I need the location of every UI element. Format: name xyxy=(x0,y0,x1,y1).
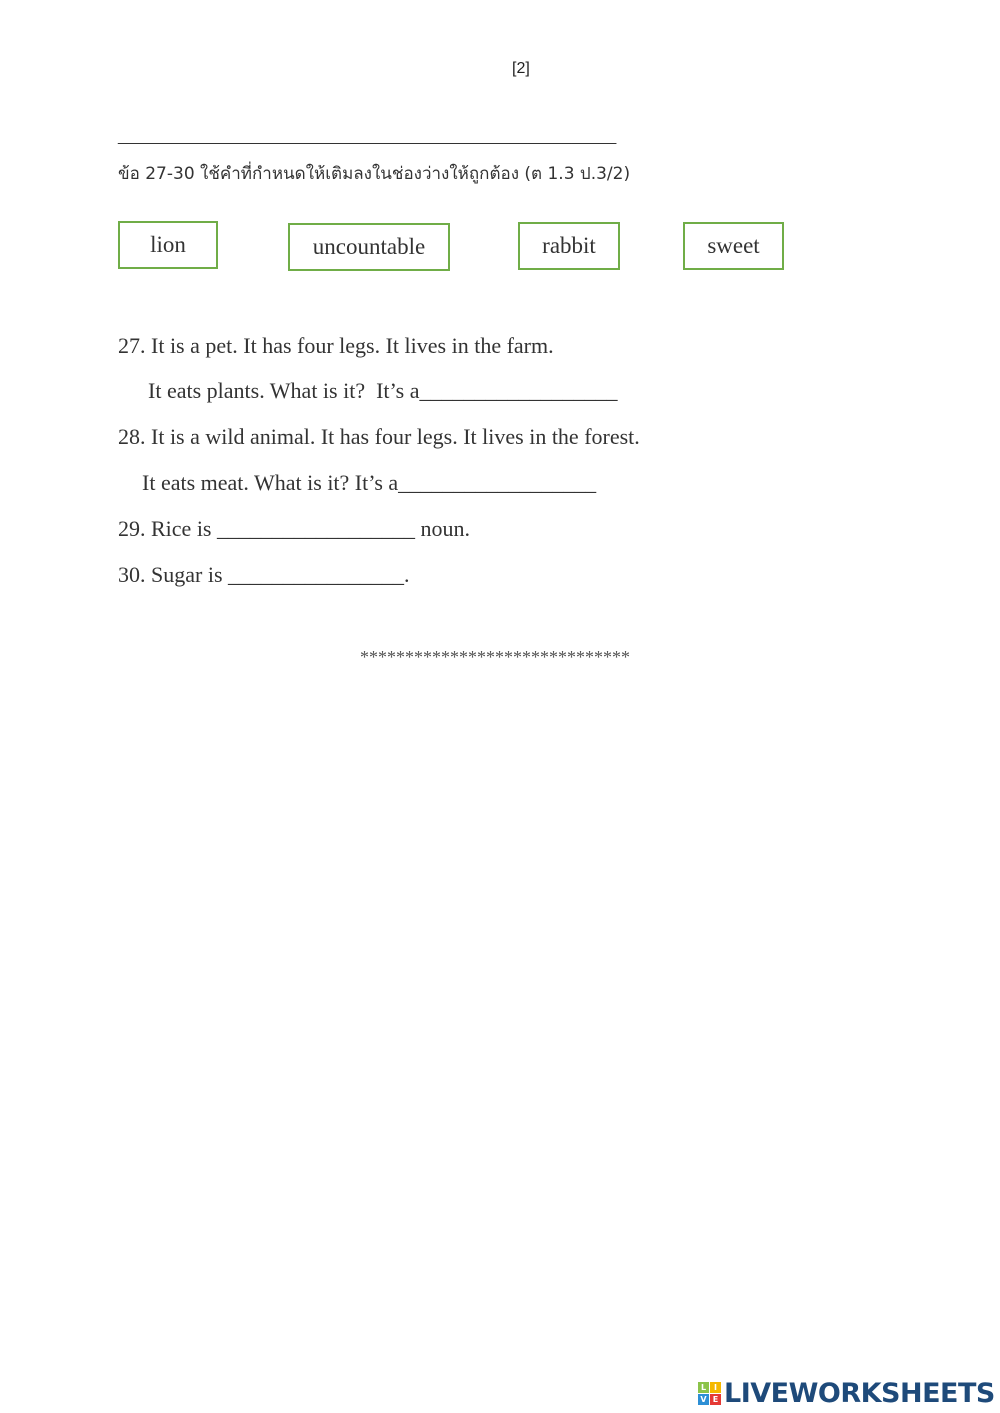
end-marker: ****************************** xyxy=(360,647,630,667)
liveworksheets-logo xyxy=(698,1378,995,1409)
word-box-uncountable[interactable] xyxy=(288,223,450,271)
question-28-line1: 28. It is a wild animal. It has four legs. It lives in the forest. xyxy=(118,424,640,449)
question-30[interactable]: 30. Sugar is ________________. xyxy=(118,562,410,587)
word-box-rabbit[interactable] xyxy=(518,222,620,270)
word-label: lion xyxy=(150,232,186,257)
word-box-lion[interactable] xyxy=(118,221,218,269)
word-label: uncountable xyxy=(312,234,426,259)
logo-letter: V xyxy=(698,1394,709,1405)
question-29[interactable]: 29. Rice is __________________ noun. xyxy=(118,516,470,541)
logo-letter: I xyxy=(710,1382,721,1393)
separator-line: ________________________________________________________ xyxy=(118,128,617,145)
logo-letter: L xyxy=(698,1382,709,1393)
instruction: ข้อ 27-30 ใช้คำที่กำหนดให้เติมลงในช่องว่างให้ถูกต้อง (ต 1.3 ป.3/2) xyxy=(118,164,631,184)
logo-letter: E xyxy=(710,1394,721,1405)
logo-text: LIVEWORKSHEETS xyxy=(724,1378,995,1409)
logo-icon xyxy=(698,1382,721,1405)
word-label: sweet xyxy=(707,233,760,258)
question-28-line2[interactable]: It eats meat. What is it? It’s a__________________ xyxy=(142,470,597,495)
question-27-line1: 27. It is a pet. It has four legs. It lives in the farm. xyxy=(118,333,554,358)
word-box-sweet[interactable] xyxy=(683,222,784,270)
question-27-line2[interactable]: It eats plants. What is it? It’s a__________________ xyxy=(148,378,618,403)
word-label: rabbit xyxy=(542,233,596,258)
page-number: [2] xyxy=(512,60,530,77)
